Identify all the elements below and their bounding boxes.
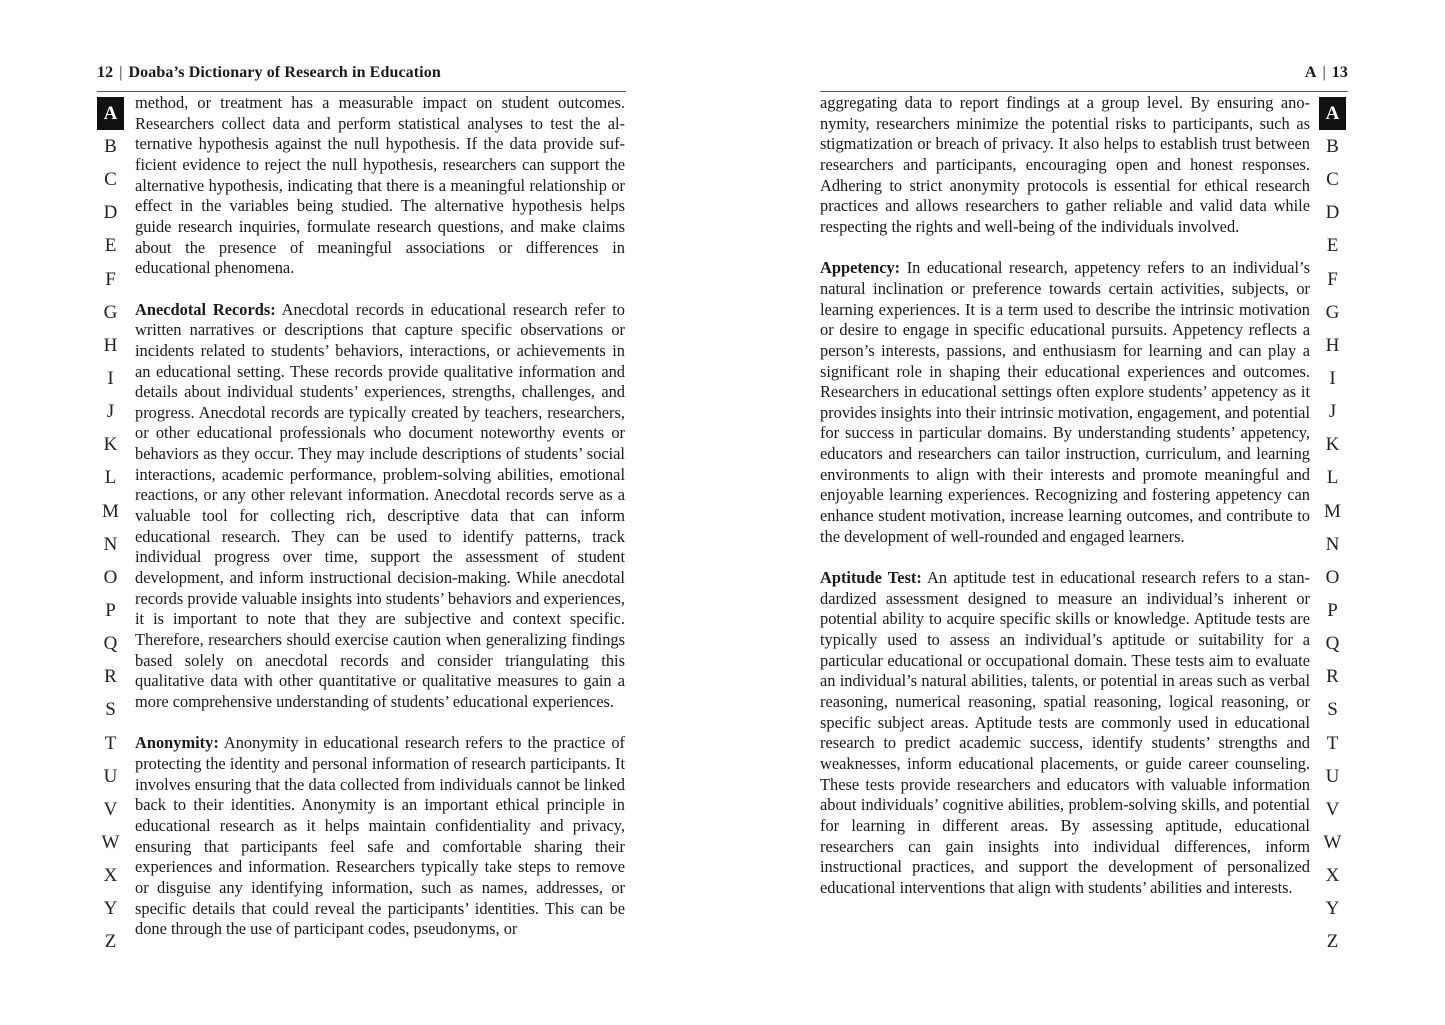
entry-continuation — [135, 93, 625, 279]
section-letter: A — [1304, 64, 1317, 81]
index-letter-i: I — [107, 367, 114, 389]
entry-anonymity — [135, 733, 625, 940]
entry-text: In educational research, appetency refers to an individual’s natural inclination or preference towards certain activities, subjects, or learning experiences. It is a term used to describe the intrinsic motivation or desire to engage in specific educational pursuits. Appetency reflects a person’s interests, passions, and enthusiasm for learning and can play a significant role in shaping their educational experiences and outcomes. Researchers in educational settings often explore students’ appetency as it provides insights into their intrinsic motivation, engagement, and potential for success in particular domains. By understanding students’ appetency, educators and researchers can tailor instruction, curriculum, and learning environments to align with their interests and promote meaningful and enjoyable learning experiences. Recognizing and fostering appetency can enhance student motivation, increase learning outcomes, and contribute to the development of well-rounded and engaged learners. — [820, 258, 1310, 546]
index-letter-m: M — [102, 500, 119, 522]
index-letter-w: W — [1323, 831, 1342, 853]
index-letter-p: P — [105, 599, 116, 621]
index-letter-j: J — [1328, 401, 1337, 423]
index-letter-h: H — [103, 334, 118, 356]
index-letter-u: U — [103, 765, 118, 787]
entry-anecdotal-records — [135, 300, 625, 713]
index-letter-u: U — [1325, 765, 1340, 787]
entry-text: Anecdotal records in educational research refer to written narratives or descriptions that capture specific observations or incidents related to students’ behaviors, interactions, or achievements in an educational setting. These records provide qualitative information and details about individual students’ experiences, strengths, challenges, and progress. Anecdotal records are typically created by teachers, researchers, or other educational professionals who document noteworthy events or behaviors as they occur. They may include descriptions of students’ social interactions, academic performance, problem-solving abilities, emotional reactions, or any other relevant information. Anecdotal records serve as a valuable tool for collecting rich, descriptive data that can inform educational research. They can be used to identify patterns, track individual progress over time, support the assessment of student development, and inform instructional decision-making. While anecdotal records provide valuable insights into students’ behaviors and experiences, it is important to note that they are subjective and context specific. Therefore, researchers should exercise caution when generalizing findings based solely on anecdotal records and consider triangulating this qualitative data with other quantitative or qualitative measures to gain a more comprehensive understanding of students’ educational experiences. — [135, 299, 625, 712]
index-letter-s: S — [105, 699, 116, 721]
index-letter-o: O — [1325, 566, 1340, 588]
index-letter-g: G — [1325, 301, 1340, 323]
right-page-number: 13 — [1331, 64, 1348, 81]
index-letter-f: F — [1327, 268, 1338, 290]
index-letter-b: B — [104, 136, 117, 157]
index-letter-k: K — [103, 434, 118, 456]
index-letter-d: D — [103, 202, 118, 224]
index-letter-i: I — [1329, 367, 1336, 389]
entry-term: Anonymity: — [135, 733, 219, 753]
index-letter-n: N — [1325, 533, 1340, 555]
index-letter-p: P — [1327, 599, 1338, 621]
index-letter-e: E — [1326, 235, 1339, 257]
index-letter-g: G — [103, 301, 118, 323]
alphabet-index-right — [1319, 97, 1346, 959]
index-letter-x: X — [1325, 865, 1340, 887]
index-letter-s: S — [1327, 699, 1338, 721]
index-letter-l: L — [1326, 467, 1339, 489]
header-rule — [820, 91, 1348, 92]
index-letter-t: T — [1326, 732, 1339, 754]
index-letter-z: Z — [1326, 931, 1339, 953]
entry-continuation — [820, 93, 1310, 238]
header-rule — [97, 91, 626, 92]
index-letter-y: Y — [103, 898, 118, 920]
entry-term: Appetency: — [820, 258, 901, 278]
index-letter-r: R — [1326, 666, 1339, 688]
left-running-header — [97, 64, 441, 82]
index-letter-f: F — [105, 268, 116, 290]
index-letter-l: L — [104, 467, 117, 489]
index-letter-h: H — [1325, 334, 1340, 356]
index-letter-m: M — [1324, 500, 1341, 522]
index-letter-a: A — [97, 97, 124, 130]
index-letter-k: K — [1325, 434, 1340, 456]
entry-text: aggregating data to report findings at a group level. By ensuring anonymity, researchers minimize the potential risks to participants, such as stigmatization or breach of privacy. It also helps to establish trust between researchers and participants, encouraging open and honest responses. Adhering to strict anonymity protocols is essential for ethical research practices and allows researchers to gather reliable and valid data while respecting the rights and well-being of the individuals involved. — [820, 93, 1310, 236]
entry-text: method, or treatment has a measurable impact on student outcomes. Researchers collect data and perform statistical analyses to test the alternative hypothesis against the null hypothesis. If the data provide sufficient evidence to reject the null hypothesis, researchers can support the alternative hypothesis, indicating that there is a meaningful relationship or effect in the variables being studied. The alternative hypothesis helps guide research inquiries, formulate research questions, and make claims about the presence of meaningful associations or differences in educational phenomena. — [135, 93, 625, 278]
index-letter-o: O — [103, 566, 118, 588]
entry-appetency — [820, 258, 1310, 547]
index-letter-c: C — [1326, 169, 1339, 191]
left-page-number: 12 — [97, 64, 114, 81]
index-letter-b: B — [1326, 136, 1339, 157]
index-letter-n: N — [103, 533, 118, 555]
index-letter-x: X — [103, 865, 118, 887]
left-page — [0, 0, 722, 1025]
index-letter-y: Y — [1325, 898, 1340, 920]
index-letter-v: V — [1325, 798, 1340, 820]
index-letter-c: C — [104, 169, 117, 191]
header-separator: | — [119, 64, 123, 81]
index-letter-q: Q — [1325, 633, 1340, 655]
index-letter-v: V — [103, 798, 118, 820]
entry-text: Anonymity in educational research refers to the practice of protecting the identity and personal information of research participants. It involves ensuring that the data collected from individuals cannot be linked back to their identities. Anonymity is an important ethical principle in educational research as it helps maintain confidentiality and privacy, ensuring that participants feel safe and comfortable sharing their experiences and information. Researchers typically take steps to remove or disguise any identifying information, such as names, addresses, or specific details that could reveal the participants’ identities. This can be done through the use of participant codes, pseudonyms, or — [135, 733, 625, 939]
left-page-body — [135, 93, 625, 940]
entry-text: An aptitude test in educational research refers to a standardized assessment designed to measure an individual’s inherent or potential ability to acquire specific skills or knowledge. Aptitude tests are typically used to assess an individual’s aptitude or suitability for a particular educational or occupational domain. These tests aim to evaluate an individual’s natural abilities, talents, or potential in areas such as verbal reasoning, numerical reasoning, spatial reasoning, logical reasoning, or specific subject areas. Aptitude tests are commonly used in educational research to predict academic success, identify students’ strengths and weaknesses, inform educational placements, or guide career counseling. These tests provide researchers and educators with valuable information about individuals’ cognitive abilities, problem-solving skills, and potential for learning in different areas. By assessing aptitude, educational researchers can gain insights into individual differences, inform instructional practices, and support the development of personalized educational interventions that align with students’ abilities and interests. — [820, 568, 1310, 897]
right-page-body — [820, 93, 1310, 899]
index-letter-z: Z — [104, 931, 117, 953]
alphabet-index-left — [97, 97, 124, 959]
right-running-header — [1305, 64, 1348, 82]
index-letter-q: Q — [103, 633, 118, 655]
book-title: Doaba’s Dictionary of Research in Education — [128, 64, 441, 81]
entry-term: Aptitude Test: — [820, 568, 922, 588]
right-page — [722, 0, 1445, 1025]
index-letter-a: A — [1319, 97, 1346, 130]
index-letter-e: E — [104, 235, 117, 257]
index-letter-d: D — [1325, 202, 1340, 224]
index-letter-j: J — [106, 401, 115, 423]
entry-term: Anecdotal Records: — [135, 299, 276, 319]
index-letter-w: W — [101, 831, 120, 853]
index-letter-r: R — [104, 666, 117, 688]
entry-aptitude-test — [820, 568, 1310, 899]
header-separator: | — [1322, 64, 1326, 81]
index-letter-t: T — [104, 732, 117, 754]
